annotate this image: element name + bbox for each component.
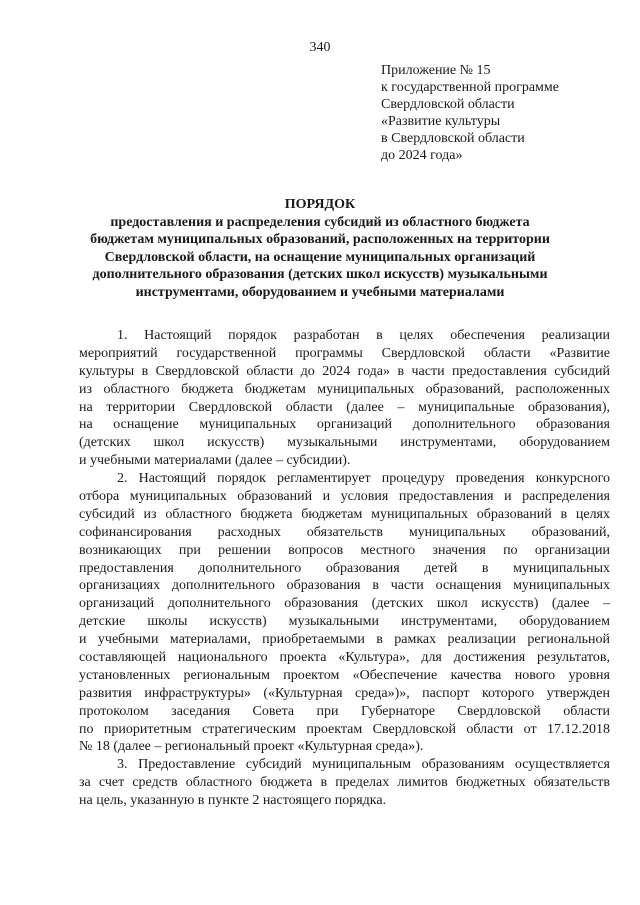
paragraph-2-line: организациях дополнительного образования в части оснащения муниципальных [79,578,610,594]
appendix-line: к государственной программе [381,80,559,95]
paragraph-2-line: детские школы искусств) музыкальными инструментами, оборудованием [79,614,610,630]
appendix-line: Приложение № 15 [381,63,491,78]
paragraph-2-line: возникающих при решении вопросов местного значения по организации [79,542,610,558]
appendix-reference [381,62,621,164]
title-line: Свердловской области, на оснащение муниципальных организаций [104,249,536,265]
paragraph-1-line: на оснащение муниципальных организаций дополнительного образования [79,417,610,433]
paragraph-2-line: развития инфраструктуры» («Культурная среда»)», паспорт которого утвержден [79,685,610,701]
paragraph-1-line: культуры в Свердловской области до 2024 года» в части предоставления субсидий [79,363,610,379]
appendix-line: «Развитие культуры [381,114,501,129]
paragraph-1-line: мероприятий государственной программы Свердловской области «Развитие [79,345,610,361]
title-line: дополнительного образования (детских школ искусств) музыкальными [92,267,548,282]
paragraph-2-line: организаций дополнительного образования (детских школ искусств) (далее – [79,596,610,612]
paragraph-3-line: за счет средств областного бюджета в пределах лимитов бюджетных обязательств [79,775,610,791]
paragraph-2-line: 2. Настоящий порядок регламентирует процедуру проведения конкурсного [117,471,610,487]
paragraph-2-line: софинансирования расходных обязательств муниципальных образований, [79,524,610,540]
paragraph-1-line: на территории Свердловской области (далее – муниципальные образования), [79,399,610,415]
paragraph-3-line: 3. Предоставление субсидий муниципальным образованиям осуществляется [117,757,610,773]
paragraph-2-line: субсидий из областного бюджета бюджетам муниципальных образований в целях [79,506,610,522]
paragraph-2-line: по приоритетным стратегическим проектам Свердловской области от 17.12.2018 [79,721,610,737]
appendix-line: Свердловской области [381,97,515,112]
paragraph-1-line: 1. Настоящий порядок разработан в целях обеспечения реализации [117,328,610,343]
paragraph-2-line: составляющей национального проекта «Культура», для достижения результатов, [79,650,610,666]
title-line: инструментами, оборудованием и учебными материалами [135,284,505,300]
paragraph-2-line: № 18 (далее – региональный проект «Культурная среда»). [79,739,424,755]
paragraph-2-line: и учебными материалами, приобретаемыми в рамках реализации региональной [79,632,610,648]
paragraph-1-line: (детских школ искусств) музыкальными инструментами, оборудованием [79,435,610,451]
paragraph-1-line: из областного бюджета бюджетам муниципальных образований, расположенных [79,381,610,397]
paragraph-2-line: установленных региональным проектом «Обеспечение качества нового уровня [79,667,610,683]
paragraph-2-line: протоколом заседания Совета при Губернаторе Свердловской области [79,703,610,719]
appendix-line: в Свердловской области [381,131,525,146]
paragraph-2-line: отбора муниципальных образований и условия предоставления и распределения [79,489,610,505]
paragraph-2-line: предоставления дополнительного образования детей в муниципальных [79,560,610,576]
title-line: предоставления и распределения субсидий из областного бюджета [110,214,530,230]
document-title [60,196,580,301]
document-body [79,327,610,810]
page-number: 340 [309,40,331,55]
appendix-line: до 2024 года» [381,148,463,163]
paragraph-3-line: на цель, указанную в пункте 2 настоящего порядка. [79,793,387,809]
title-heading: ПОРЯДОК [284,197,356,212]
paragraph-1-line: и учебными материалами (далее – субсидии). [79,453,351,469]
title-line: бюджетам муниципальных образований, расположенных на территории [90,232,550,247]
